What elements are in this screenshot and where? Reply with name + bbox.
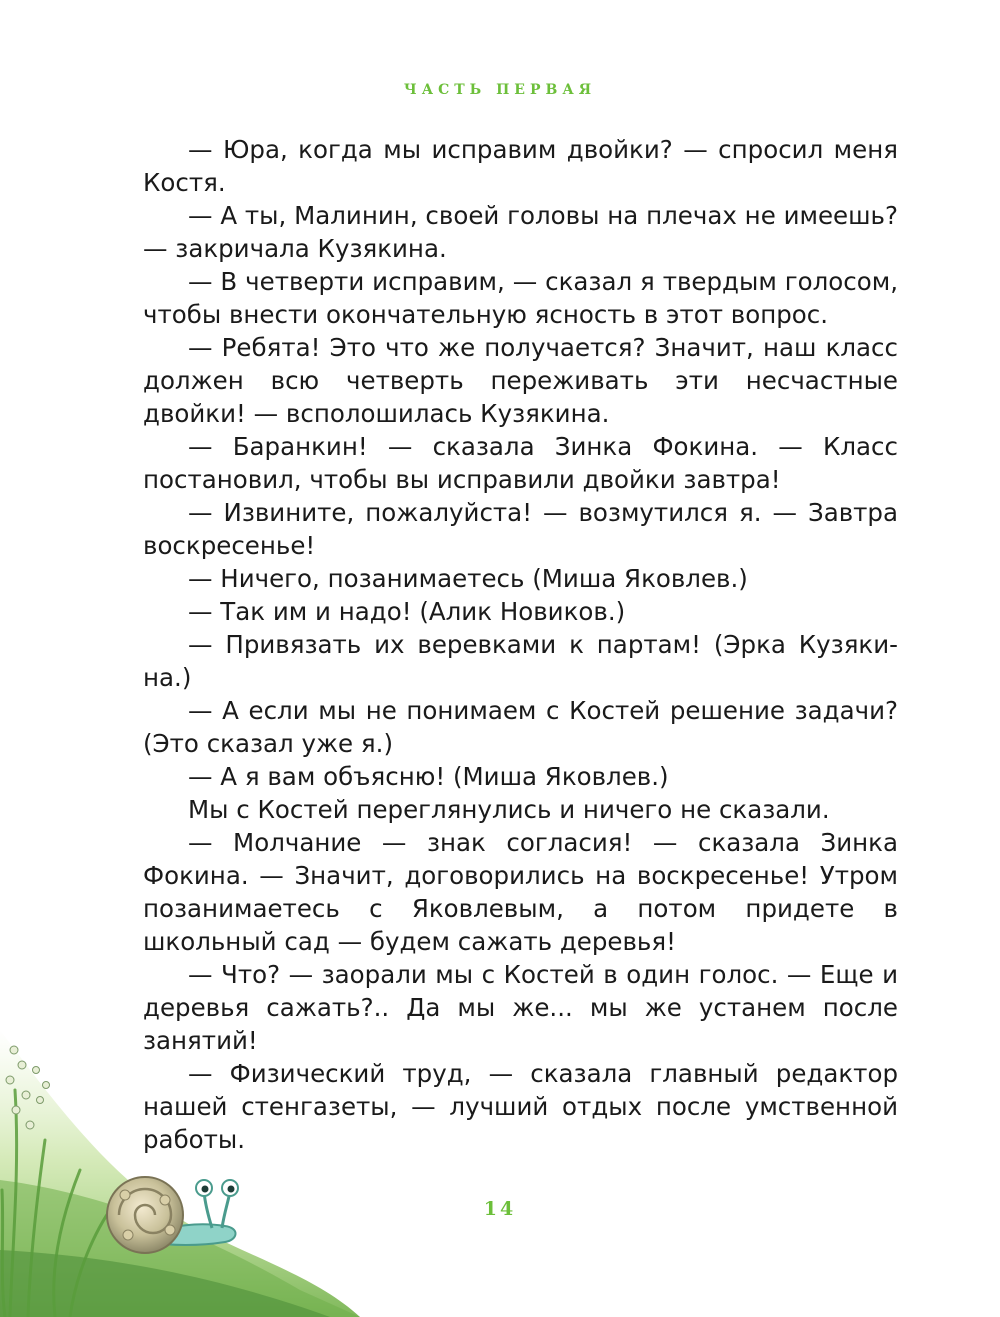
paragraph: — Так им и надо! (Алик Новиков.) — [188, 597, 626, 626]
snail-in-grass-illustration — [0, 990, 360, 1317]
paragraph: — Физический труд, — сказала главный редактор нашей стенгазеты, — лучший отдых после умственной работы. — [143, 1059, 898, 1154]
paragraph: — Молчание — знак согласия! — сказала Зинка Фокина. — Значит, договорились на воскресенье! Утром позанимаетесь с Яковлевым, а потом придете в школьный сад — будем сажать деревья! — [143, 828, 898, 956]
paragraph: — В четверти исправим, — сказал я твердым голосом, чтобы внести окончательную ясность в этот вопрос. — [143, 267, 898, 329]
paragraph: — Извините, пожалуйста! — возмутился я. — Завтра воскресенье! — [143, 498, 898, 560]
paragraph: — А я вам объясню! (Миша Яковлев.) — [188, 762, 669, 791]
paragraph: Мы с Костей переглянулись и ничего не сказали. — [188, 795, 830, 824]
paragraph: — Юра, когда мы исправим двойки? — спросил меня Костя. — [143, 135, 898, 197]
paragraph: — Баранкин! — сказала Зинка Фокина. — Класс постановил, чтобы вы исправили двойки завтра! — [143, 432, 898, 494]
page-number: 14 — [483, 1198, 517, 1220]
paragraph: — Ребята! Это что же получается? Значит, наш класс должен всю четверть переживать эти несчастные двойки! — всполошилась Кузякина. — [143, 333, 898, 428]
paragraph: — Что? — заорали мы с Костей в один голос. — Еще и деревья сажать?.. Да мы же... мы же устанем после занятий! — [143, 960, 898, 1055]
paragraph: — А если мы не понимаем с Костей решение задачи? (Это сказал уже я.) — [143, 696, 898, 758]
running-title: ЧАСТЬ ПЕРВАЯ — [403, 82, 597, 98]
paragraph: — Ничего, позанимаетесь (Миша Яковлев.) — [188, 564, 748, 593]
paragraph: — А ты, Малинин, своей головы на плечах не имеешь? — закричала Кузякина. — [143, 201, 898, 263]
paragraph: — Привязать их веревками к партам! (Эрка Кузякина.) — [143, 630, 898, 692]
